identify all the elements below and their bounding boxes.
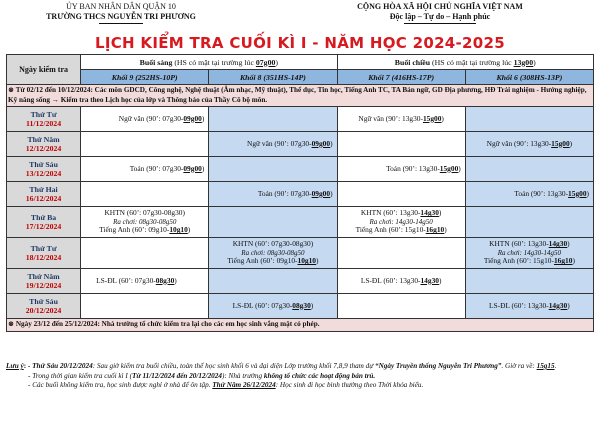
exam-text-end: ) xyxy=(441,113,444,123)
issuer-block xyxy=(6,2,236,24)
exam-end-time: 09g00 xyxy=(183,163,202,173)
grade-8-slot xyxy=(209,132,337,157)
exam-text: Ra chơi: 08g30-08g50 xyxy=(241,248,305,257)
exam-text-end: ) xyxy=(330,188,333,198)
grade-6-slot xyxy=(465,132,593,157)
exam-end-time: 14g30 xyxy=(548,300,568,310)
grade-7-slot xyxy=(337,182,465,207)
exam-day-cell xyxy=(7,182,81,207)
note-lead-label: Lưu ý xyxy=(6,362,24,370)
grade-8-slot xyxy=(209,238,337,269)
exam-end-time: 10g10 xyxy=(297,256,316,266)
exam-text: KHTN (60’: 13g30- xyxy=(360,208,421,218)
exam-text: Tiếng Anh (60’: 15g10- xyxy=(483,256,554,266)
exam-entry xyxy=(339,115,464,124)
exam-end-time: 09g00 xyxy=(183,113,202,123)
exam-text: KHTN (60’: 07g30-08g30) xyxy=(104,208,185,218)
exam-entry xyxy=(339,209,464,218)
schedule-row xyxy=(7,132,594,157)
exam-text: Ra chơi: 08g30-08g50 xyxy=(113,217,177,226)
exam-text: Ngữ văn (90’: 07g30- xyxy=(118,113,184,123)
grade-9-header xyxy=(81,70,209,85)
exam-day-cell xyxy=(7,238,81,269)
republic-name: CỘNG HÒA XÃ HỘI CHỦ NGHĨA VIỆT NAM xyxy=(357,2,523,11)
exam-text: Tiếng Anh (60’: 09g10- xyxy=(99,225,170,235)
grade-9-slot xyxy=(81,107,209,132)
notice-row-top xyxy=(7,85,594,107)
grade-name: Khối 6 xyxy=(496,72,520,82)
grade-9-slot xyxy=(81,182,209,207)
exam-text-end: ) xyxy=(310,300,314,310)
exam-text-end: ) xyxy=(572,256,575,266)
note-3-day: Thứ Năm 26/12/2024 xyxy=(212,381,276,390)
note-3-pre: - Các buổi không kiểm tra, học sinh được nghỉ ở nhà để ôn tập. xyxy=(28,381,213,390)
weekday: Thứ Hai xyxy=(29,184,58,194)
exam-text: Ngữ văn (90’: 13g30- xyxy=(486,138,552,148)
exam-schedule-table xyxy=(6,54,594,332)
grade-7-slot xyxy=(337,107,465,132)
weekday: Thứ Năm xyxy=(27,271,60,281)
grade-6-slot xyxy=(465,157,593,182)
exam-text: Toán (90’: 13g30- xyxy=(386,163,440,173)
schedule-row xyxy=(7,107,594,132)
weekday: Thứ Năm xyxy=(27,134,60,144)
afternoon-note-pre: (HS có mặt tại trường lúc xyxy=(430,57,514,67)
afternoon-arrival-time: 13g00 xyxy=(513,57,534,67)
exam-text: Ngữ văn (90’: 07g30- xyxy=(247,138,312,148)
exam-end-time: 14g30 xyxy=(548,239,568,249)
exam-text-end: ) xyxy=(567,239,570,249)
morning-arrival-time: 07g00 xyxy=(255,57,276,67)
exam-end-time: 15g00 xyxy=(551,138,570,148)
exam-text: Tiếng Anh (60’: 15g10- xyxy=(355,225,426,235)
note-1-end: . xyxy=(554,362,557,370)
note-1-text: : Sau giờ kiểm tra buổi chiều, toàn thể học sinh khối 6 và đại diện Lớp trưởng khối 7,8,9 tham dự xyxy=(92,362,375,370)
exam-day-cell xyxy=(7,269,81,294)
exam-text-end: ) xyxy=(174,275,177,285)
grade-name: Khối 7 xyxy=(368,72,392,82)
exam-entry xyxy=(467,302,592,311)
weekday: Thứ Tư xyxy=(30,243,57,253)
schedule-row xyxy=(7,269,594,294)
note-1-day: Thứ Sáu 20/12/2024 xyxy=(32,362,93,370)
exam-end-time: 09g00 xyxy=(311,188,331,198)
exam-text: Tiếng Anh (60’: 09g10- xyxy=(227,256,298,266)
exam-end-time: 08g30 xyxy=(155,275,175,285)
exam-text: LS-ĐL (60’: 13g30- xyxy=(360,275,421,285)
exam-text-end: ) xyxy=(187,225,191,235)
exam-day-cell xyxy=(7,157,81,182)
exam-text: LS-ĐL (60’: 07g30- xyxy=(232,300,293,310)
exam-entry xyxy=(339,165,464,174)
motto: Độc lập – Tự do – Hạnh phúc xyxy=(389,12,491,21)
exam-entry xyxy=(82,115,207,124)
note-lead-sep: : - xyxy=(23,362,33,370)
exam-text-end: ) xyxy=(438,208,442,218)
note-2-bold: không tổ chức các hoạt động bán trú. xyxy=(263,371,376,380)
exam-text: Ra chơi: 14g30-14g50 xyxy=(369,217,433,226)
note-2-pre: - Trong thời gian kiểm tra cuối kì I ( xyxy=(28,371,132,380)
exam-text: Ngữ văn (90’: 13g30- xyxy=(358,113,423,123)
exam-entry xyxy=(467,190,592,199)
grade-count: (351HS-14P) xyxy=(263,72,306,82)
exam-end-time: 10g10 xyxy=(169,225,188,235)
morning-note-pre: (HS có mặt tại trường lúc xyxy=(172,57,256,67)
grade-9-slot xyxy=(81,294,209,319)
exam-text: Toán (90’: 07g30- xyxy=(257,188,312,198)
grade-6-slot xyxy=(465,107,593,132)
issuer-school: TRƯỜNG THCS NGUYỄN TRI PHƯƠNG xyxy=(46,12,196,21)
exam-day-cell xyxy=(7,207,81,238)
exam-text: LS-ĐL (60’: 13g30- xyxy=(489,300,549,310)
grade-8-slot xyxy=(209,157,337,182)
exam-day-cell xyxy=(7,132,81,157)
schedule-row xyxy=(7,157,594,182)
afternoon-label: Buổi chiều xyxy=(394,57,431,67)
grade-6-slot xyxy=(465,182,593,207)
notes-section xyxy=(6,362,598,391)
exam-end-time: 15g00 xyxy=(439,163,459,173)
exam-entry xyxy=(467,140,592,149)
notice-row-bottom xyxy=(7,319,594,332)
exam-end-time: 15g00 xyxy=(568,188,587,198)
grade-7-slot xyxy=(337,157,465,182)
exam-end-time: 08g30 xyxy=(292,300,311,310)
grade-8-slot xyxy=(209,107,337,132)
note-1-time: 15g15 xyxy=(536,362,555,370)
exam-entry xyxy=(82,165,207,174)
note-1-event: “Ngày Truyền thống Nguyễn Tri Phương” xyxy=(374,362,502,370)
exam-end-time: 16g10 xyxy=(425,225,445,235)
exam-entry xyxy=(82,226,207,235)
grade-count: (308HS-13P) xyxy=(519,72,563,82)
grade-8-header xyxy=(209,70,337,85)
grade-7-slot xyxy=(337,132,465,157)
grade-7-slot xyxy=(337,269,465,294)
schedule-row xyxy=(7,294,594,319)
exam-entry xyxy=(82,277,207,286)
exam-end-time: 15g00 xyxy=(422,113,442,123)
exam-entry xyxy=(82,209,207,218)
exam-text-end: ) xyxy=(201,163,205,173)
weekday: Thứ Sáu xyxy=(29,296,58,306)
exam-text-end: ) xyxy=(201,113,205,123)
morning-shift-header xyxy=(81,55,337,70)
issuer-org: ỦY BAN NHÂN DÂN QUẬN 10 xyxy=(66,2,176,11)
weekday: Thứ Ba xyxy=(30,212,57,222)
note-2 xyxy=(6,372,598,382)
national-motto-block xyxy=(290,2,590,24)
exam-text: LS-ĐL (60’: 07g30- xyxy=(96,275,156,285)
note-2-range: Từ 11/12/2024 đến 20/12/2024 xyxy=(131,371,222,380)
grade-name: Khối 8 xyxy=(239,72,264,82)
notice-top: ⊗ Từ 02/12 đến 10/12/2024: Các môn GDCD, Công nghệ, Nghệ thuật (Âm nhạc, Mỹ thuật), Thể dục, Tin học, Tiếng Anh TC, TA Bản ngữ, GD Địa phương, HĐ Trải nghiệm - Hướng nghiệp, Kỹ năng sống → Kiểm tra theo Lịch học của lớp và Thông báo của Thầy Cô bộ môn. xyxy=(7,85,594,107)
exam-text-end: ) xyxy=(458,163,461,173)
weekday: Thứ Sáu xyxy=(29,159,58,169)
grade-9-slot xyxy=(81,238,209,269)
morning-note-post: ) xyxy=(275,57,278,67)
exam-end-time: 09g00 xyxy=(311,138,331,148)
schedule-row xyxy=(7,238,594,269)
document-header xyxy=(0,2,600,34)
exam-entry xyxy=(467,257,592,266)
exam-text-end: ) xyxy=(438,275,442,285)
schedule-row xyxy=(7,207,594,238)
note-3 xyxy=(6,381,598,391)
exam-text-end: ) xyxy=(330,138,333,148)
exam-date: 12/12/2024 xyxy=(25,144,62,153)
exam-entry xyxy=(339,277,464,286)
grade-count: (252HS-10P) xyxy=(135,72,178,82)
exam-date: 18/12/2024 xyxy=(25,253,62,262)
notice-bottom: ⊗ Ngày 23/12 đến 25/12/2024: Nhà trường tổ chức kiểm tra lại cho các em học sinh vắng mặt có phép. xyxy=(7,319,594,332)
schedule-rows xyxy=(7,107,594,319)
grade-name: Khối 9 xyxy=(111,72,136,82)
exam-text: KHTN (60’: 07g30-08g30) xyxy=(232,239,314,249)
exam-text: KHTN (60’: 13g30- xyxy=(489,239,549,249)
exam-day-cell xyxy=(7,107,81,132)
exam-text-end: ) xyxy=(569,138,573,148)
exam-text-end: ) xyxy=(444,225,447,235)
grade-9-slot xyxy=(81,132,209,157)
exam-text-end: ) xyxy=(567,300,570,310)
exam-date: 11/12/2024 xyxy=(26,119,62,128)
exam-date: 17/12/2024 xyxy=(25,222,62,231)
exam-entry xyxy=(467,240,592,249)
exam-text-end: ) xyxy=(316,256,319,266)
grade-count: (416HS-17P) xyxy=(391,72,435,82)
note-3-post: : Học sinh đi học bình thường theo Thời khóa biểu. xyxy=(275,381,424,390)
issuer-underline xyxy=(99,23,143,24)
exam-end-time: 16g10 xyxy=(553,256,573,266)
grade-6-header xyxy=(465,70,593,85)
motto-underline xyxy=(404,23,476,24)
exam-text: Toán (90’: 13g30- xyxy=(514,188,569,198)
exam-date: 19/12/2024 xyxy=(25,281,62,290)
document-title: LỊCH KIỂM TRA CUỐI KÌ I - NĂM HỌC 2024-2025 xyxy=(94,34,506,52)
exam-text: Ra chơi: 14g30-14g50 xyxy=(497,248,561,257)
exam-date: 16/12/2024 xyxy=(25,194,62,203)
afternoon-note-post: ) xyxy=(533,57,536,67)
grade-7-slot xyxy=(337,294,465,319)
schedule-row xyxy=(7,182,594,207)
weekday: Thứ Tư xyxy=(30,109,57,119)
note-2-mid: ): Nhà trường xyxy=(221,371,264,380)
exam-day-cell xyxy=(7,294,81,319)
grade-6-slot xyxy=(465,207,593,238)
exam-end-time: 14g30 xyxy=(420,275,439,285)
grade-6-slot xyxy=(465,238,593,269)
exam-date: 20/12/2024 xyxy=(25,306,62,315)
shift-header-row xyxy=(7,55,594,70)
grade-9-slot xyxy=(81,207,209,238)
note-1-tail: . Giờ ra về: xyxy=(501,362,537,370)
exam-entry xyxy=(210,190,335,199)
exam-text-end: ) xyxy=(586,188,589,198)
exam-end-time: 14g30 xyxy=(420,208,439,218)
morning-label: Buổi sáng xyxy=(139,57,173,67)
afternoon-shift-header xyxy=(337,55,593,70)
grade-8-slot xyxy=(209,269,337,294)
grade-7-header xyxy=(337,70,465,85)
grade-header-row xyxy=(7,70,594,85)
exam-entry xyxy=(210,240,335,249)
grade-6-slot xyxy=(465,269,593,294)
exam-entry xyxy=(210,140,335,149)
grade-6-slot xyxy=(465,294,593,319)
grade-9-slot xyxy=(81,269,209,294)
day-column-header: Ngày kiểm tra xyxy=(7,55,81,85)
grade-8-slot xyxy=(209,294,337,319)
exam-entry xyxy=(339,226,464,235)
grade-9-slot xyxy=(81,157,209,182)
grade-8-slot xyxy=(209,207,337,238)
exam-entry xyxy=(210,257,335,266)
exam-text: Toán (90’: 07g30- xyxy=(129,163,184,173)
exam-date: 13/12/2024 xyxy=(25,169,62,178)
grade-7-slot xyxy=(337,207,465,238)
grade-7-slot xyxy=(337,238,465,269)
grade-8-slot xyxy=(209,182,337,207)
note-1 xyxy=(6,362,598,372)
exam-entry xyxy=(210,302,335,311)
